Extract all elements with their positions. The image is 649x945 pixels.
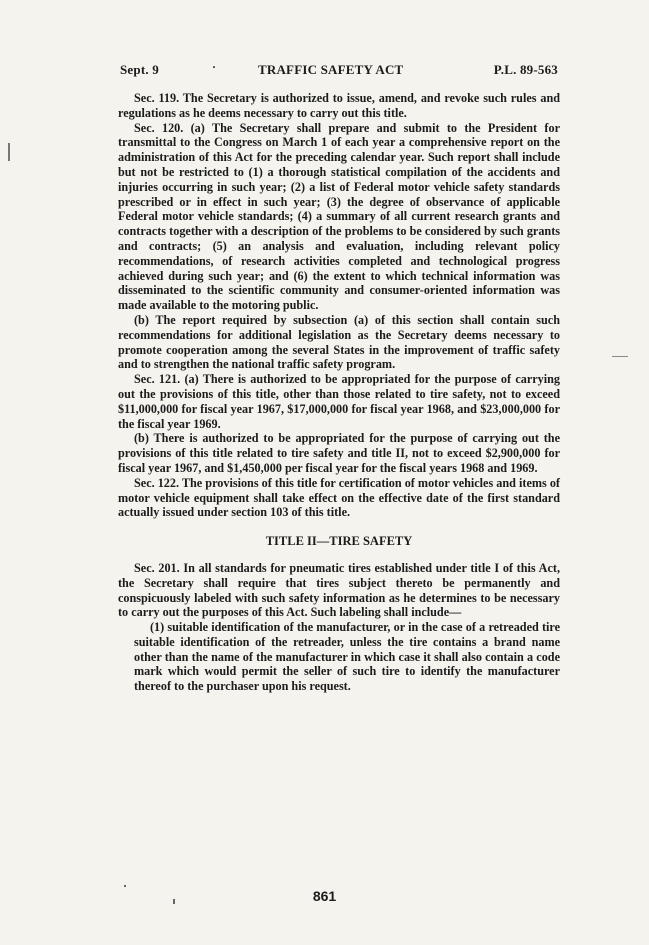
speck: [124, 885, 126, 887]
paragraph-sec-119: Sec. 119. The Secretary is authorized to issue, amend, and revoke such rules and regulations as he deems necessary to carry out this title.: [118, 91, 560, 120]
margin-mark: [8, 143, 10, 161]
header-date: Sept. 9: [120, 62, 159, 77]
paragraph-sec-121a: Sec. 121. (a) There is authorized to be appropriated for the purpose of carrying out the provisions of this title, other than those related to tire safety, not to exceed $11,000,000 for fiscal year 1967, $17,000,000 for fiscal year 1968, and $23,000,000 for the fiscal year 1969.: [118, 372, 560, 431]
paragraph-sec-201: Sec. 201. In all standards for pneumatic tires established under title I of this Act, the Secretary shall require that tires subject thereto be permanently and conspicuously labeled with such safety information as he determines to be necessary to carry out the purposes of this Act. Such labeling shall include—: [118, 560, 560, 620]
paragraph-sec-121b: (b) There is authorized to be appropriated for the purpose of carrying out the provisions of this title related to tire safety and title II, not to exceed $2,900,000 for fiscal year 1967, and $1,450,000 per fiscal year for the fiscal years 1968 and 1969.: [118, 431, 560, 475]
speck: [173, 899, 175, 904]
header-separator: ·: [212, 60, 217, 74]
body-text: [118, 91, 560, 694]
paragraph-sec-122: Sec. 122. The provisions of this title for certification of motor vehicles and items of motor vehicle equipment shall take effect on the effective date of the first standard actually issued under section 103 of this title.: [118, 475, 560, 520]
paragraph-sec-120a: Sec. 120. (a) The Secretary shall prepare and submit to the President for transmittal to the Congress on March 1 of each year a comprehensive report on the administration of this Act for the preceding calendar year. Such report shall include but not be restricted to (1) a thorough statistical compilation of the accidents and injuries occurring in such year; (2) a list of Federal motor vehicle safety standards prescribed or in effect in such year; (3) the degree of observance of applicable Federal motor vehicle standards; (4) a summary of all current research grants and contracts together with a description of the problems to be considered by such grants and contracts; (5) an analysis and evaluation, including relevant policy recommendations, of research activities completed and technological progress achieved during such year; and (6) the extent to which technical information was disseminated to the scientific community and consumer-oriented information was made available to the motoring public.: [118, 120, 560, 313]
title-heading: TITLE II—TIRE SAFETY: [265, 534, 413, 549]
page-number: 861: [312, 888, 337, 904]
list-item-1: (1) suitable identification of the manufacturer, or in the case of a retreaded tire suitable identification of the retreader, unless the tire contains a brand name other than the name of the manufacturer in which case it shall also contain a code mark which would permit the seller of such tire to identify the manufacturer thereof to the purchaser upon his request.: [134, 620, 560, 694]
paragraph-sec-120b: (b) The report required by subsection (a) of this section shall contain such recommendations for additional legislation as the Secretary deems necessary to promote cooperation among the several States in the improvement of traffic safety and to strengthen the national traffic safety program.: [118, 312, 560, 372]
header-public-law: P.L. 89-563: [493, 62, 558, 77]
header-title: TRAFFIC SAFETY ACT: [258, 62, 404, 77]
margin-dash: [612, 356, 628, 357]
